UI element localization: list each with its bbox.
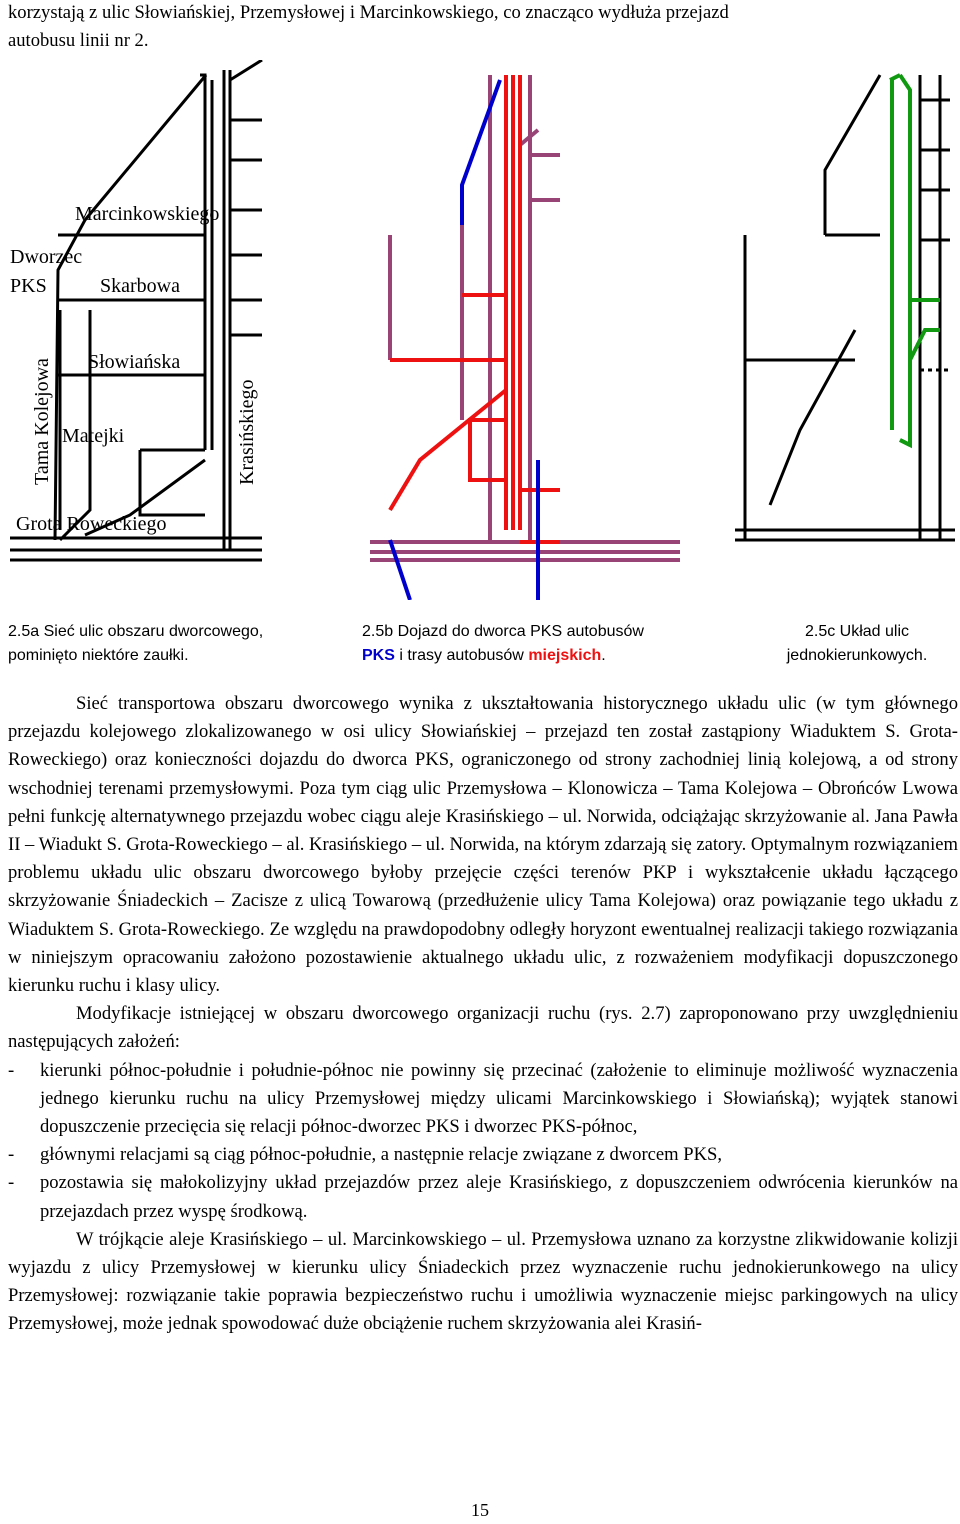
figure-b-caption xyxy=(362,620,644,668)
paragraph-final: W trójkącie aleje Krasińskiego – ul. Marcinkowskiego – ul. Przemysłowa uznano za korzystne zlikwidowanie kolizji wyjazdu z ulicy Przemysłowej w kierunku ulicy Śniadeckich przez wyznaczenie ruchu jednokierunkowego na ulicy Przemysłowej: rozwiązanie takie poprawia bezpieczeństwo ruchu i umożliwia wyznaczenie miejsc parkingowych na ulicy Przemysłowej, może jednak spowodować duże obciążenie ruchem skrzyżowania alei Krasiń- xyxy=(8,1228,958,1335)
caption-miejskich: miejskich xyxy=(528,647,602,664)
figure-b-caption-line1: 2.5b Dojazd do dworca PKS autobusów xyxy=(362,623,644,640)
label-slowianska: Słowiańska xyxy=(88,351,181,373)
paragraph-2: Modyfikacje istniejącej w obszaru dworcowego organizacji ruchu (rys. 2.7) zaproponowano przy uwzględnieniu następujących założeń: xyxy=(8,1003,958,1053)
figure-a-street-map xyxy=(0,60,280,580)
list-item-text: kierunki północ-południe i południe-północ nie powinny się przecinać (założenie to eliminuje możliwość wyznaczenia jednego kierunku ruchu na ulicy Przemysłowej między ulicami Marcinkowskiego i Słowiańską); wyjątek stanowi dopuszczenie przecięcia się relacji północ-dworzec PKS i dworzec PKS-północ, xyxy=(40,1059,958,1138)
intro-line-2: autobusu linii nr 2. xyxy=(8,30,149,51)
list-item-text: pozostawia się małokolizyjny układ przejazdów przez aleje Krasińskiego, z dopuszczeniem odwrócenia kierunków na przejazdach przez wyspę środkową. xyxy=(40,1172,958,1222)
label-krasinskiego: Krasińskiego xyxy=(236,379,258,485)
caption-mid: i trasy autobusów xyxy=(394,647,529,664)
list-item xyxy=(8,1141,958,1169)
label-tama-kolejowa: Tama Kolejowa xyxy=(31,358,53,485)
caption-end: . xyxy=(601,647,606,664)
figure-c-caption xyxy=(762,620,952,668)
intro-line-1: korzystają z ulic Słowiańskiej, Przemysłowej i Marcinkowskiego, co znacząco wydłuża przejazd xyxy=(8,2,729,23)
figure-c-caption-line2: jednokierunkowych. xyxy=(786,647,928,664)
page-number: 15 xyxy=(471,1500,489,1520)
list-item-text: głównymi relacjami są ciąg północ-południe, a następnie relacje związane z dworcem PKS, xyxy=(40,1144,723,1166)
list-dash: - xyxy=(8,1144,15,1166)
label-dworzec: Dworzec xyxy=(10,246,83,268)
figure-c-one-way-streets xyxy=(730,60,960,600)
body-text xyxy=(8,690,958,1339)
label-pks: PKS xyxy=(10,275,47,297)
list-item xyxy=(8,1169,958,1225)
label-skarbowa: Skarbowa xyxy=(100,275,180,297)
figure-a-caption xyxy=(8,620,263,668)
figure-a-caption-line2: pominięto niektóre zaułki. xyxy=(8,647,189,664)
list-dash: - xyxy=(8,1059,15,1081)
caption-pks: PKS xyxy=(362,647,395,664)
figure-c-caption-line1: 2.5c Układ ulic xyxy=(804,623,910,640)
paragraph-1: Sieć transportowa obszaru dworcowego wynika z ukształtowania historycznego układu ulic (w tym głównego przejazdu kolejowego zlokalizowanego w osi ulicy Słowiańskiej – przejazd ten został zastąpiony Wiaduktem S. Grota-Roweckiego) oraz konieczności dojazdu do dworca PKS, ograniczonego od strony zachodniej linią kolejową, a od strony wschodniej terenami przemysłowymi. Poza tym ciąg ulic Przemysłowa – Klonowicza – Tama Kolejowa – Obrońców Lwowa pełni funkcję alternatywnego przejazdu wobec ciągu aleje Krasińskiego – ul. Norwida, odciążając skrzyżowanie al. Jana Pawła II – Wiadukt S. Grota-Roweckiego – al. Krasińskiego – ul. Norwida, na którym zdarzają się zatory. Optymalnym rozwiązaniem problemu układu ulic obszaru dworcowego byłoby przejęcie części terenów PKP i wykształcenie układu łączącego skrzyżowanie Śniadeckich – Zacisze z ulicą Towarową (przedłużenie ulicy Tama Kolejowa) oraz powiązanie tego układu z Wiaduktem S. Grota-Roweckiego. Ze względu na prawdopodobny odległy horyzont ewentualnej realizacji takiego rozwiązania w niniejszym opracowaniu założono pozostawienie aktualnego układu ulic, z rozważeniem modyfikacji dopuszczonego kierunku ruchu i klasy ulicy. xyxy=(8,693,958,997)
figure-b-bus-routes xyxy=(360,60,690,600)
figure-b-caption-line2 xyxy=(362,644,644,668)
label-grota: Grota Roweckiego xyxy=(16,513,167,535)
figure-a-caption-line1: 2.5a Sieć ulic obszaru dworcowego, xyxy=(8,623,264,640)
label-matejki: Matejki xyxy=(62,425,125,447)
list-dash: - xyxy=(8,1172,15,1194)
list-item xyxy=(8,1057,958,1142)
label-marcinkowskiego: Marcinkowskiego xyxy=(75,203,220,225)
